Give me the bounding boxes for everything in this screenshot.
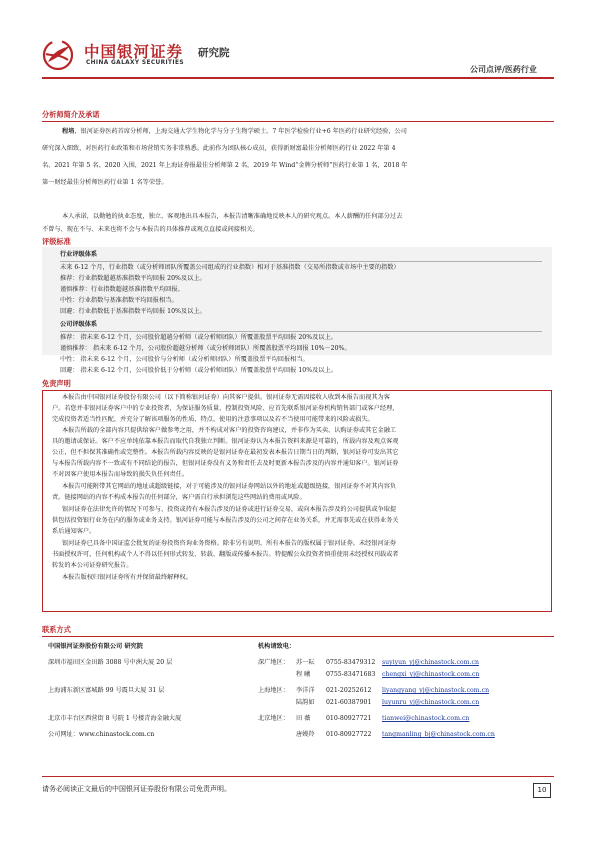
sales-name: 陆韵如 [296, 699, 315, 706]
disclaimer-line: 转发的本公司证券研究报告。 [52, 562, 133, 569]
galaxy-logo-icon [42, 40, 74, 70]
sales-name: 李洋洋 [296, 687, 315, 694]
disclaimer-line: 不对因客户使用本报告而导致的损失负任何责任。 [52, 471, 189, 478]
sales-phone: 0755-83479312 [326, 659, 376, 666]
analyst-section-title: 分析师简介及承诺 [42, 110, 100, 119]
contact-section-title: 联系方式 [42, 625, 71, 634]
sales-email-link[interactable]: tangmanling_bj@chinastock.com.cn [382, 731, 495, 738]
page-number: 10 [533, 783, 551, 798]
industry-rating-line: 回避：行业指数低于基准指数平均回报 10%及以上。 [60, 308, 206, 315]
sales-region: 北京地区： [258, 715, 289, 722]
disclaimer-line: 书面授权许可，任何机构或个人不得以任何形式转发、转载、翻版或传播本报告。特提醒公众投资者慎重使用未经授权刊载或者 [52, 551, 399, 558]
pledge-line: 不曾与、现在不与、未来也将不会与本报告的具体推荐或观点直接或间接相关。 [42, 226, 259, 233]
disclaimer-line: 银河证券已具备中国证监会批复的证券投资咨询业务资格。除非另有说明，所有本报告的版权属于银河证券。未经银河证券 [62, 540, 397, 547]
company-website: 公司网址：www.chinastock.com.cn [48, 731, 155, 738]
disclaimer-line: 与本报告所载内容不一致或有不同结论的报告，但银河证券没有义务和责任去及时更新本报告涉及的内容并通知客户。银河证券 [52, 460, 399, 467]
sales-phone: 010-80927722 [326, 731, 372, 738]
company-rating-title: 公司评级体系 [60, 321, 98, 328]
sales-name: 程 曦 [296, 671, 311, 678]
footer-divider [42, 776, 554, 777]
analyst-bio-line: 名、2021 年第 5 名、2020 入围，2021 年上海证券报最佳分析师第 2 名，2019 年 Wind“金牌分析师”医药行业第 1 名，2018 年 [42, 162, 408, 169]
sales-phone: 021-60387901 [326, 699, 372, 706]
sales-title: 机构请致电： [258, 643, 296, 650]
industry-rating-line: 推荐：行业指数超越基准指数平均回报 20%及以上。 [60, 275, 206, 282]
analyst-name: 程培 [62, 128, 75, 135]
sales-email-link[interactable]: suyiyun_yj@chinastock.com.cn [382, 659, 479, 666]
company-rating-line: 中性： 指未来 6-12 个月，公司股价与分析师（或分析师团队）所覆盖股票平均回报相当。 [60, 356, 309, 363]
company-rating-line: 推荐： 指未来 6-12 个月，公司股价超越分析师（或分析师团队）所覆盖股票平均回报 20%及以上。 [60, 334, 337, 341]
sales-email-link[interactable]: luyunru_yj@chinastock.com.cn [382, 699, 480, 706]
sales-name: 唐嫚羚 [296, 731, 315, 738]
sales-phone: 0755-83471683 [326, 671, 376, 678]
pledge-line: 本人承诺，以勤勉的执业态度，独立、客观地出具本报告，本报告清晰准确地反映本人的研究观点。本人薪酬的任何部分过去 [62, 213, 403, 220]
disclaimer-line: 系后通知客户。 [52, 528, 96, 535]
sales-email-link[interactable]: tianwei@chinastock.com.cn [382, 715, 470, 722]
report-type: 公司点评/医药行业 [470, 64, 537, 74]
disclaimer-line: 本报告由中国银河证券股份有限公司（以下简称银河证券）向其客户提供。银河证券无需因接收人收到本报告而视其为客 [62, 394, 390, 401]
analyst-divider [42, 121, 554, 122]
contact-company-name: 中国银河证券股份有限公司 研究院 [48, 643, 143, 650]
address-line: 深圳市福田区金田路 3088 号中洲大厦 20 层 [48, 659, 173, 666]
industry-rating-divider [60, 261, 542, 262]
analyst-bio-line: 第一财经最佳分析师医药行业第 1 名等荣誉。 [42, 179, 168, 186]
disclaimer-line: 供包括投资银行业务在内的服务或业务支持。银河证券可能与本报告涉及的公司之间存在业务关系，并无需事先或在获得业务关 [52, 517, 399, 524]
institute-label: 研究院 [198, 47, 230, 59]
sales-region: 深广地区： [258, 659, 289, 666]
industry-rating-title: 行业评级体系 [60, 251, 98, 258]
disclaimer-section-title: 免责声明 [42, 379, 71, 388]
sales-name: 田 薇 [296, 715, 311, 722]
disclaimer-line: 户。若您并非银河证券客户中的专业投资者，为保证服务质量、控制投资风险、应首先联系银河证券机构销售部门或客户经理， [52, 405, 399, 412]
industry-rating-line: 未来 6-12 个月，行业指数（或分析师团队所覆盖公司组成的行业指数）相对于基准指数（交易所指数或市场中主要的指数） [60, 264, 400, 271]
disclaimer-line: 责。链接网站的内容不构成本报告的任何部分，客户需自行承担浏览这些网站的费用或风险。 [52, 494, 306, 501]
sales-region: 上海地区： [258, 687, 289, 694]
sales-phone: 021-20252612 [326, 687, 372, 694]
sales-email-link[interactable]: liyangyang_yj@chinastock.com.cn [382, 687, 490, 694]
rating-section-title: 评级标准 [42, 237, 71, 246]
sales-name: 苏一耘 [296, 659, 315, 666]
company-rating-divider [60, 331, 542, 332]
disclaimer-line: 完成投资者适当性匹配，并充分了解该项服务的性质、特点、使用的注意事项以及若不当使用可能带来的风险或损失。 [52, 416, 374, 423]
disclaimer-line: 银河证券在法律允许的情况下可参与、投资或持有本报告涉及的证券或进行证券交易，或向本报告涉及的公司提供或争取提 [62, 506, 397, 513]
footer-notice: 请务必阅读正文最后的中国银河证券股份有限公司免责声明。 [42, 785, 231, 793]
industry-rating-line: 中性：行业指数与基准指数平均回报相当。 [60, 297, 178, 304]
brand-name-en: CHINA GALAXY SECURITIES [86, 60, 184, 66]
header-divider [42, 77, 554, 79]
contact-divider [42, 636, 554, 637]
company-rating-line: 回避： 指未来 6-12 个月，公司股价低于分析师（或分析师团队）所覆盖股票平均回报 10%及以上。 [60, 367, 337, 374]
analyst-bio-line: 研究深入细致，对医药行业政策和市场营销实务非常熟悉。此前作为团队核心成员，获得新财富最佳分析师医药行业 2022 年第 4 [42, 145, 396, 152]
address-line: 北京市丰台区西营街 8 号院 1 号楼青海金融大厦 [48, 715, 182, 722]
brand-name-cn: 中国银河证券 [84, 43, 184, 61]
analyst-bio-line: 程培，银河证券医药首席分析师，上海交通大学生物化学与分子生物学硕士。7 年医学检验行业+6 年医药行业研究经验，公司 [62, 128, 407, 135]
sales-email-link[interactable]: chengxi_yj@chinastock.com.cn [382, 671, 480, 678]
disclaimer-line: 公正，但不担保其准确性或完整性。本报告所载内容反映的是银河证券在最初发表本报告日期当日的判断，银河证券可发出其它 [52, 449, 399, 456]
industry-rating-line: 谨慎推荐：行业指数超越基准指数平均回报。 [60, 286, 184, 293]
address-line: 上海浦东新区富城路 99 号震旦大厦 31 层 [48, 687, 165, 694]
disclaimer-line: 具的邀请或保证。客户不应单纯依靠本报告而取代自我独立判断。银河证券认为本报告资料来源是可靠的，所载内容及观点客观 [52, 438, 399, 445]
disclaimer-line: 本报告可能附带其它网站的地址或超级链接，对于可能涉及的银河证券网站以外的地址或超级链接，银河证券不对其内容负 [62, 483, 397, 490]
company-rating-line: 谨慎推荐： 指未来 6-12 个月，公司股价超越分析师（或分析师团队）所覆盖股票平均回报 10%－20%。 [60, 345, 351, 352]
sales-phone: 010-80927721 [326, 715, 372, 722]
disclaimer-line: 本报告版权归银河证券所有并保留最终解释权。 [62, 574, 192, 581]
disclaimer-line: 本报告所载的全部内容只提供给客户做参考之用，并不构成对客户的投资咨询建议，并非作为买卖、认购证券或其它金融工 [62, 427, 397, 434]
